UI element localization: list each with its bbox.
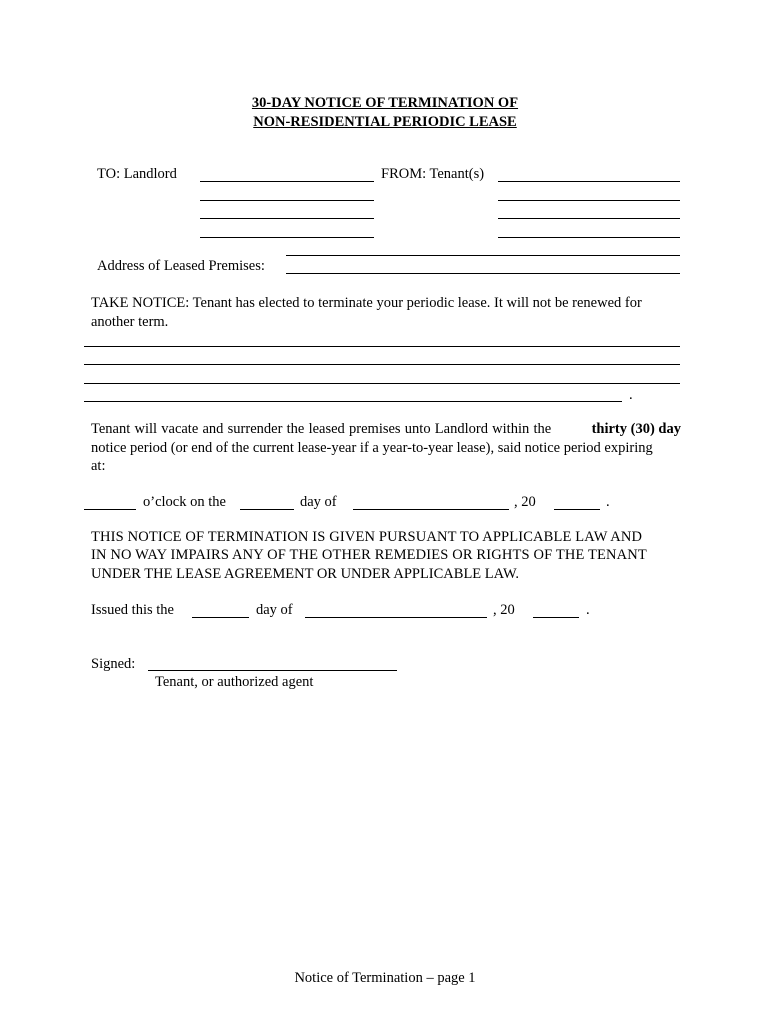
document-title-line-1: 30-DAY NOTICE OF TERMINATION OF: [251, 95, 519, 111]
signature-field[interactable]: [148, 670, 397, 671]
landlord-name-field-1[interactable]: [200, 181, 374, 182]
vacate-dot: .: [606, 494, 610, 510]
tenant-name-field-3[interactable]: [498, 218, 680, 219]
tenant-name-field-4[interactable]: [498, 237, 680, 238]
issued-year-prefix: , 20: [493, 602, 515, 618]
issued-dot: .: [586, 602, 590, 618]
page-footer: Notice of Termination – page 1: [294, 970, 476, 986]
signer-caption: Tenant, or authorized agent: [155, 674, 314, 690]
vacate-line-1-text: Tenant will vacate and surrender the leased premises unto Landlord within the: [91, 421, 552, 437]
landlord-name-field-4[interactable]: [200, 237, 374, 238]
legal-notice-line-2: IN NO WAY IMPAIRS ANY OF THE OTHER REMEDIES OR RIGHTS OF THE TENANT: [91, 547, 647, 563]
notice-period-dot: .: [629, 387, 633, 403]
tenant-name-field-2[interactable]: [498, 200, 680, 201]
landlord-name-field-2[interactable]: [200, 200, 374, 201]
issued-year-field[interactable]: [533, 617, 579, 618]
legal-notice-line-1: THIS NOTICE OF TERMINATION IS GIVEN PURSUANT TO APPLICABLE LAW AND: [91, 529, 643, 545]
legal-notice-line-3: UNDER THE LEASE AGREEMENT OR UNDER APPLICABLE LAW.: [91, 566, 519, 582]
issued-day-of-label: day of: [256, 602, 293, 618]
vacate-year-field[interactable]: [554, 509, 600, 510]
tenant-name-field-5[interactable]: [286, 255, 680, 256]
vacate-line-2: notice period (or end of the current lease-year if a year-to-year lease), said notice period expiring: [91, 440, 653, 456]
take-notice-line-1: TAKE NOTICE: Tenant has elected to terminate your periodic lease. It will not be renewed for: [91, 295, 642, 311]
from-tenant-label: FROM: Tenant(s): [381, 166, 485, 182]
address-field[interactable]: [286, 273, 680, 274]
vacate-day-of-label: day of: [300, 494, 337, 510]
oclock-label: o’clock on the: [143, 494, 226, 510]
tenant-name-field-1[interactable]: [498, 181, 680, 182]
signed-label: Signed:: [91, 656, 136, 672]
notice-blank-line-3[interactable]: [84, 383, 680, 384]
vacate-line-1-bold: thirty (30) day: [591, 421, 681, 437]
vacate-month-field[interactable]: [353, 509, 509, 510]
notice-blank-line-2[interactable]: [84, 364, 680, 365]
vacate-year-prefix: , 20: [514, 494, 536, 510]
notice-blank-line-4[interactable]: [84, 401, 622, 402]
document-title-line-2: NON-RESIDENTIAL PERIODIC LEASE: [253, 114, 517, 130]
issued-label: Issued this the: [91, 602, 174, 618]
issued-month-field[interactable]: [305, 617, 487, 618]
vacate-day-field[interactable]: [240, 509, 294, 510]
vacate-line-1: [91, 421, 681, 438]
address-label: Address of Leased Premises:: [97, 258, 265, 274]
notice-blank-line-1[interactable]: [84, 346, 680, 347]
hour-field[interactable]: [84, 509, 136, 510]
landlord-name-field-3[interactable]: [200, 218, 374, 219]
issued-day-field[interactable]: [192, 617, 249, 618]
take-notice-line-2: another term.: [91, 314, 169, 330]
vacate-line-3: at:: [91, 458, 106, 474]
to-landlord-label: TO: Landlord: [97, 166, 177, 182]
